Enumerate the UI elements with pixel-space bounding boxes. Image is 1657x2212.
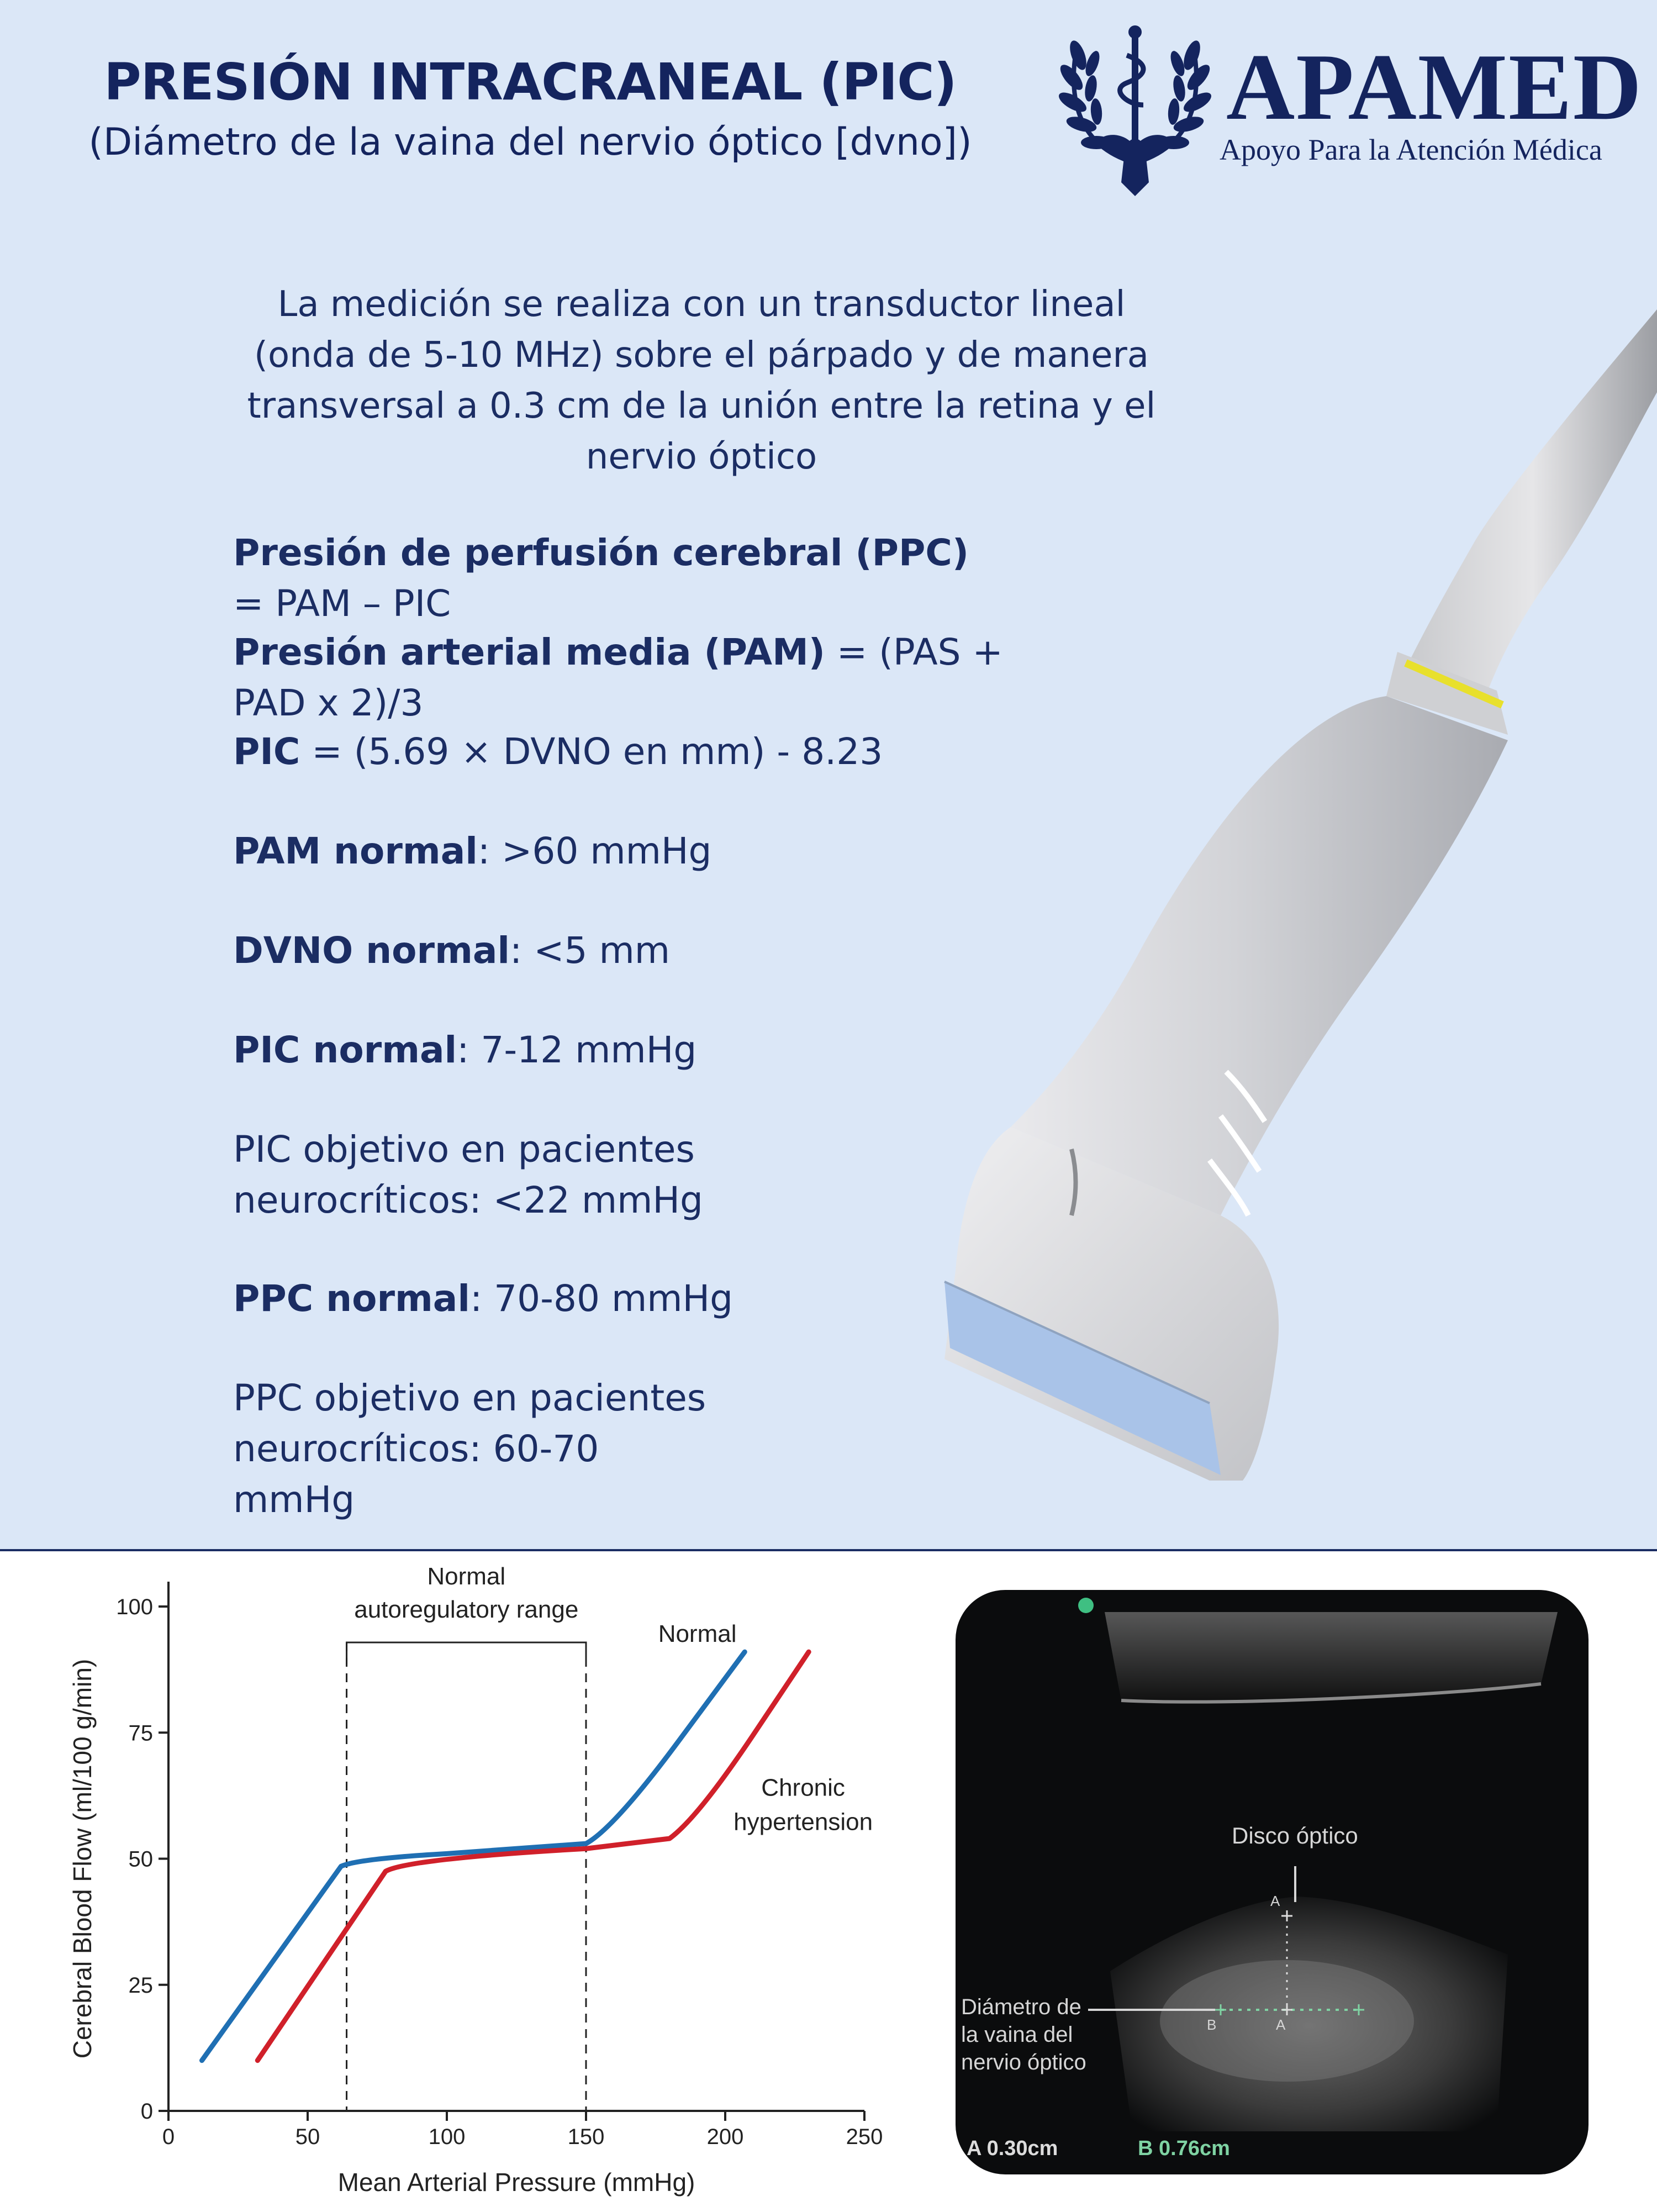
fact-value: = (PAS + PAD x 2)/3 xyxy=(233,631,1003,724)
measurement-b: B 0.76cm xyxy=(1138,2137,1230,2160)
fact-value: = (5.69 × DVNO en mm) - 8.23 xyxy=(300,730,883,773)
x-tick-label: 0 xyxy=(162,2125,175,2149)
fact-value: : <5 mm xyxy=(510,929,671,972)
optic-disc-label: Disco óptico xyxy=(1232,1823,1358,1848)
logo-tagline: Apoyo Para la Atención Médica xyxy=(1220,133,1602,166)
fact-pic-normal xyxy=(233,1025,1006,1076)
x-tick-label: 150 xyxy=(567,2125,605,2149)
fact-label: Presión de perfusión cerebral (PPC) xyxy=(233,531,969,574)
fact-value: : 7-12 mmHg xyxy=(457,1029,697,1071)
fact-label: DVNO normal xyxy=(233,929,510,972)
logo-name: APAMED xyxy=(1226,35,1643,140)
fact-value: PPC objetivo en pacientes neurocríticos: 60-70 mmHg xyxy=(233,1377,706,1521)
range-bracket xyxy=(347,1642,586,1665)
fact-label: PIC normal xyxy=(233,1029,457,1071)
y-tick-label: 100 xyxy=(116,1595,153,1619)
x-tick-label: 250 xyxy=(846,2125,883,2149)
hypertension-series-label-line1: Chronic xyxy=(761,1774,845,1802)
y-tick-label: 50 xyxy=(128,1847,153,1872)
fact-ppc-normal xyxy=(233,1273,1006,1324)
fact-ppc-formula xyxy=(233,528,1006,629)
sheath-diameter-label: Diámetro de la vaina del nervio óptico xyxy=(961,1995,1086,2074)
hypertension-series-label-line2: hypertension xyxy=(733,1808,873,1836)
linear-ultrasound-transducer-icon xyxy=(911,309,1657,1492)
y-tick-label: 25 xyxy=(128,1973,153,1998)
status-dot xyxy=(1078,1598,1094,1613)
page-title: PRESIÓN INTRACRANEAL (PIC) xyxy=(104,52,957,112)
autoregulation-chart xyxy=(0,1551,906,2212)
fact-pam-normal xyxy=(233,826,1006,877)
ultrasound-scan-graphic xyxy=(956,1590,1589,2174)
fact-pic-formula xyxy=(233,726,1006,777)
fact-pam-formula xyxy=(233,627,1006,729)
fact-value: = PAM – PIC xyxy=(233,582,451,625)
fact-label: PIC xyxy=(233,730,300,773)
normal-series-label: Normal xyxy=(658,1620,737,1647)
fact-ppc-target xyxy=(233,1373,730,1525)
x-tick-label: 200 xyxy=(706,2125,744,2149)
range-label-line2: autoregulatory range xyxy=(354,1596,579,1623)
fact-value: : >60 mmHg xyxy=(477,830,712,872)
fact-label: Presión arterial media (PAM) xyxy=(233,631,825,673)
page-subtitle: (Diámetro de la vaina del nervio óptico [dvno]) xyxy=(88,120,972,164)
x-tick-label: 100 xyxy=(428,2125,466,2149)
x-axis-label: Mean Arterial Pressure (mmHg) xyxy=(337,2168,695,2197)
y-axis-label: Cerebral Blood Flow (ml/100 g/min) xyxy=(68,1658,97,2059)
fact-dvno-normal xyxy=(233,925,1006,976)
intro-paragraph: La medición se realiza con un transductor lineal (onda de 5-10 MHz) sobre el párpado y de manera transversal a 0.3 cm de la unión entre la retina y el nervio óptico xyxy=(247,284,1156,477)
bottom-panel xyxy=(0,1549,1657,2212)
x-tick-label: 50 xyxy=(295,2125,320,2149)
fact-label: PAM normal xyxy=(233,830,478,872)
fact-label: PPC normal xyxy=(233,1277,470,1320)
ultrasound-image xyxy=(956,1590,1589,2174)
marker-a-bottom: A xyxy=(1276,2016,1286,2033)
fact-value: PIC objetivo en pacientes neurocríticos: <22 mmHg xyxy=(233,1128,703,1221)
marker-a-top: A xyxy=(1270,1893,1280,1909)
hypertension-series-line xyxy=(257,1652,809,2061)
y-tick-label: 0 xyxy=(140,2099,153,2124)
range-label-line1: Normal xyxy=(427,1563,506,1590)
measurement-a: A 0.30cm xyxy=(967,2137,1058,2160)
fact-value: : 70-80 mmHg xyxy=(469,1277,733,1320)
caduceus-laurel-eagle-icon xyxy=(1044,22,1226,199)
fact-pic-target xyxy=(233,1124,730,1226)
y-tick-label: 75 xyxy=(128,1721,153,1746)
apamed-logo xyxy=(1044,22,1643,199)
marker-b: B xyxy=(1207,2016,1217,2033)
